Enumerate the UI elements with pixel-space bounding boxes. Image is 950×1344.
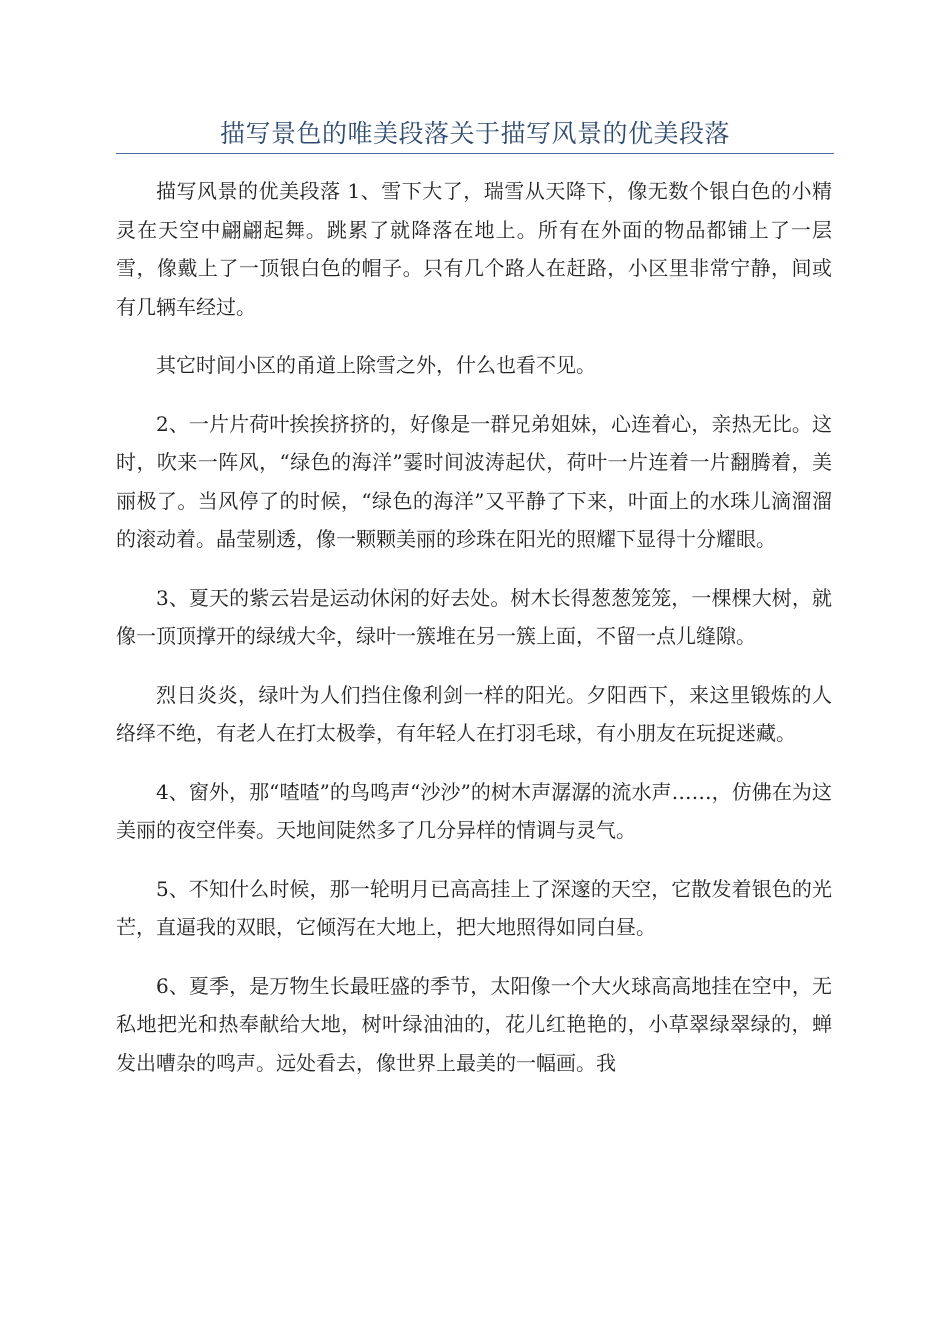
title-underline xyxy=(116,153,834,154)
paragraph-3: 2、一片片荷叶挨挨挤挤的，好像是一群兄弟姐妹，心连着心，亲热无比。这时，吹来一阵风，“绿色的海洋”霎时间波涛起伏，荷叶一片连着一片翻腾着，美丽极了。当风停了的时候，“绿色的海洋”又平静了下来，叶面上的水珠儿滴溜溜的滚动着。晶莹剔透，像一颗颗美丽的珍珠在阳光的照耀下显得十分耀眼。 xyxy=(116,411,832,551)
paragraph-1: 描写风景的优美段落 1、雪下大了，瑞雪从天降下，像无数个银白色的小精灵在天空中翩翩起舞。跳累了就降落在地上。所有在外面的物品都铺上了一层雪，像戴上了一顶银白色的帽子。只有几个路人在赶路，小区里非常宁静，间或有几辆车经过。 xyxy=(116,179,832,319)
paragraph-4: 3、夏天的紫云岩是运动休闲的好去处。树木长得葱葱笼笼，一棵棵大树，就像一顶顶撑开的绿绒大伞，绿叶一簇堆在另一簇上面，不留一点儿缝隙。 xyxy=(116,585,832,648)
document-title: 描写景色的唯美段落关于描写风景的优美段落 xyxy=(219,119,730,148)
paragraph-7: 5、不知什么时候，那一轮明月已高高挂上了深邃的天空，它散发着银色的光芒，直逼我的双眼，它倾泻在大地上，把大地照得如同白昼。 xyxy=(116,876,832,939)
paragraph-2: 其它时间小区的甬道上除雪之外，什么也看不见。 xyxy=(156,353,596,377)
paragraph-8: 6、夏季，是万物生长最旺盛的季节，太阳像一个大火球高高地挂在空中，无私地把光和热奉献给大地，树叶绿油油的，花儿红艳艳的，小草翠绿翠绿的，蝉发出嘈杂的鸣声。远处看去，像世界上最美的一幅画。我 xyxy=(116,973,832,1075)
document-body xyxy=(116,172,832,1102)
paragraph-5: 烈日炎炎，绿叶为人们挡住像利剑一样的阳光。夕阳西下，来这里锻炼的人络绎不绝，有老人在打太极拳，有年轻人在打羽毛球，有小朋友在玩捉迷藏。 xyxy=(116,682,832,745)
paragraph-6: 4、窗外，那“喳喳”的鸟鸣声“沙沙”的树木声潺潺的流水声……，仿佛在为这美丽的夜空伴奏。天地间陡然多了几分异样的情调与灵气。 xyxy=(116,779,832,842)
